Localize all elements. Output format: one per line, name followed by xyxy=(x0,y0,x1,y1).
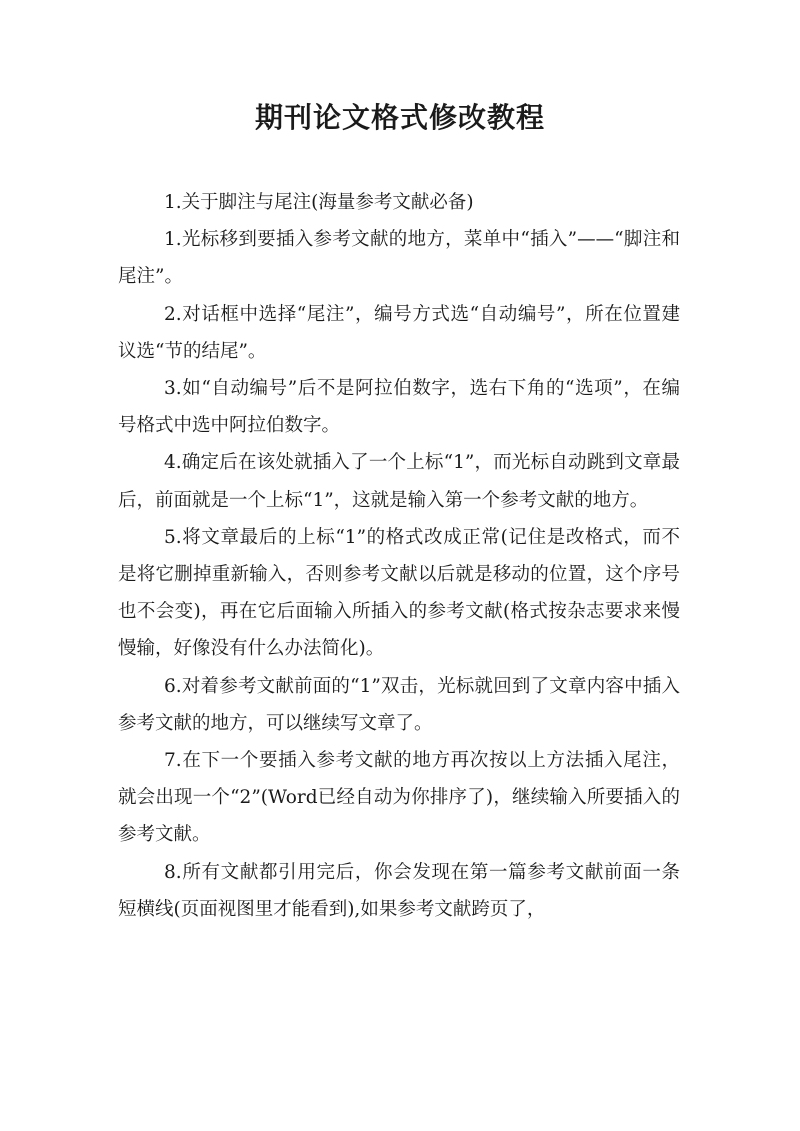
paragraph: 7.在下一个要插入参考文献的地方再次按以上方法插入尾注，就会出现一个“2”(Word已经自动为你排序了)，继续输入所要插入的参考文献。 xyxy=(118,750,680,846)
paragraph: 8.所有文献都引用完后，你会发现在第一篇参考文献前面一条短横线(页面视图里才能看到),如果参考文献跨页了， xyxy=(118,861,680,920)
document-body xyxy=(118,184,680,928)
paragraph: 1.光标移到要插入参考文献的地方，菜单中“插入”——“脚注和尾注”。 xyxy=(118,229,680,288)
paragraph: 4.确定后在该处就插入了一个上标“1”，而光标自动跳到文章最后，前面就是一个上标“1”，这就是输入第一个参考文献的地方。 xyxy=(118,452,680,511)
paragraph: 6.对着参考文献前面的“1”双击，光标就回到了文章内容中插入参考文献的地方，可以继续写文章了。 xyxy=(118,675,680,734)
paragraph: 3.如“自动编号”后不是阿拉伯数字，选右下角的“选项”，在编号格式中选中阿拉伯数字。 xyxy=(118,378,680,437)
paragraph: 5.将文章最后的上标“1”的格式改成正常(记住是改格式，而不是将它删掉重新输入，否则参考文献以后就是移动的位置，这个序号也不会变)，再在它后面输入所插入的参考文献(格式按杂志要求来慢慢输，好像没有什么办法简化)。 xyxy=(118,526,680,660)
document-title: 期刊论文格式修改教程 xyxy=(254,101,545,134)
paragraph: 1.关于脚注与尾注(海量参考文献必备) xyxy=(164,192,474,213)
paragraph: 2.对话框中选择“尾注”，编号方式选“自动编号”，所在位置建议选“节的结尾”。 xyxy=(118,303,680,362)
